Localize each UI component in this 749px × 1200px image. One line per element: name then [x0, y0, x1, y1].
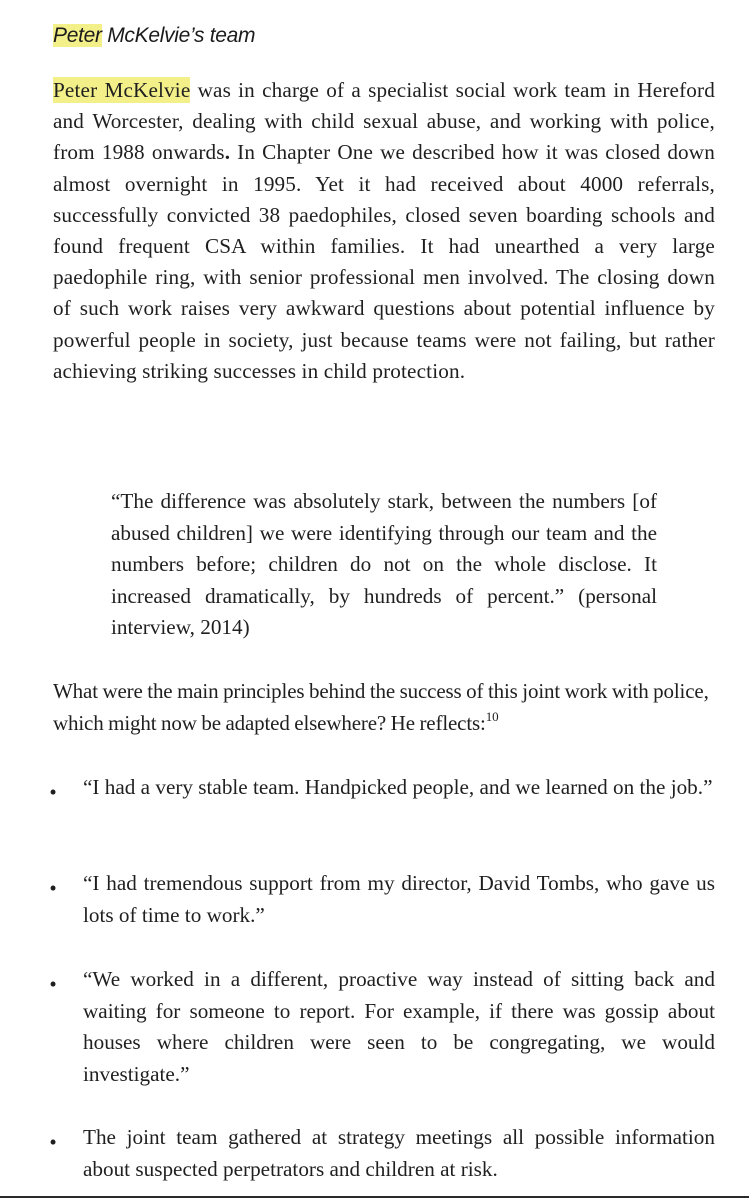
bullet-text: “I had tremendous support from my director, David Tombs, who gave us lots of time to work.”: [83, 871, 715, 927]
page-bottom-rule: [0, 1196, 749, 1198]
block-quote: “The difference was absolutely stark, between the numbers [of abused children] we were identifying through our team and the numbers before; children do not on the whole disclose. It increased dramatically, by hundreds of percent.” (personal interview, 2014): [111, 489, 657, 640]
highlighted-name: Peter McKelvie: [53, 78, 191, 102]
paragraph-text: What were the main principles behind the success of this joint work with police, which might now be adapted elsewhere? He reflects:: [53, 679, 709, 735]
bullet-icon: •: [49, 780, 57, 804]
footnote-marker[interactable]: 10: [485, 708, 499, 724]
paragraph-text-part: was in charge of a specialist social work team in Hereford and Worcester, dealing with child sexual abuse, and working with police, from 1988 onwards: [53, 78, 715, 165]
bullet-text: “I had a very stable team. Handpicked people, and we learned on the job.”: [83, 775, 713, 799]
bullet-text: “We worked in a different, proactive way instead of sitting back and waiting for someone to report. For example, if there was gossip about houses where children were seen to be congregating, we would investigate.”: [83, 967, 715, 1086]
section-heading: [53, 22, 255, 50]
paragraph-text-part: In Chapter One we described how it was closed down almost overnight in 1995. Yet it had received about 4000 referrals, successfully convicted 38 paedophiles, closed seven boarding schools and found frequent CSA within families. It had unearthed a very large paedophile ring, with senior professional men involved. The closing down of such work raises very awkward questions about potential influence by powerful people in society, just because teams were not failing, but rather achieving striking successes in child protection.: [53, 140, 715, 383]
body-paragraph: [53, 75, 715, 387]
highlighted-text: Peter: [53, 24, 102, 47]
bullet-icon: •: [49, 972, 57, 996]
heading-rest: McKelvie’s team: [101, 24, 256, 47]
bullet-icon: •: [49, 1130, 57, 1154]
bold-period: .: [224, 140, 231, 165]
body-paragraph-2: [53, 676, 717, 739]
bullet-text: The joint team gathered at strategy meetings all possible information about suspected perpetrators and children at risk.: [83, 1125, 715, 1181]
bullet-icon: •: [49, 876, 57, 900]
